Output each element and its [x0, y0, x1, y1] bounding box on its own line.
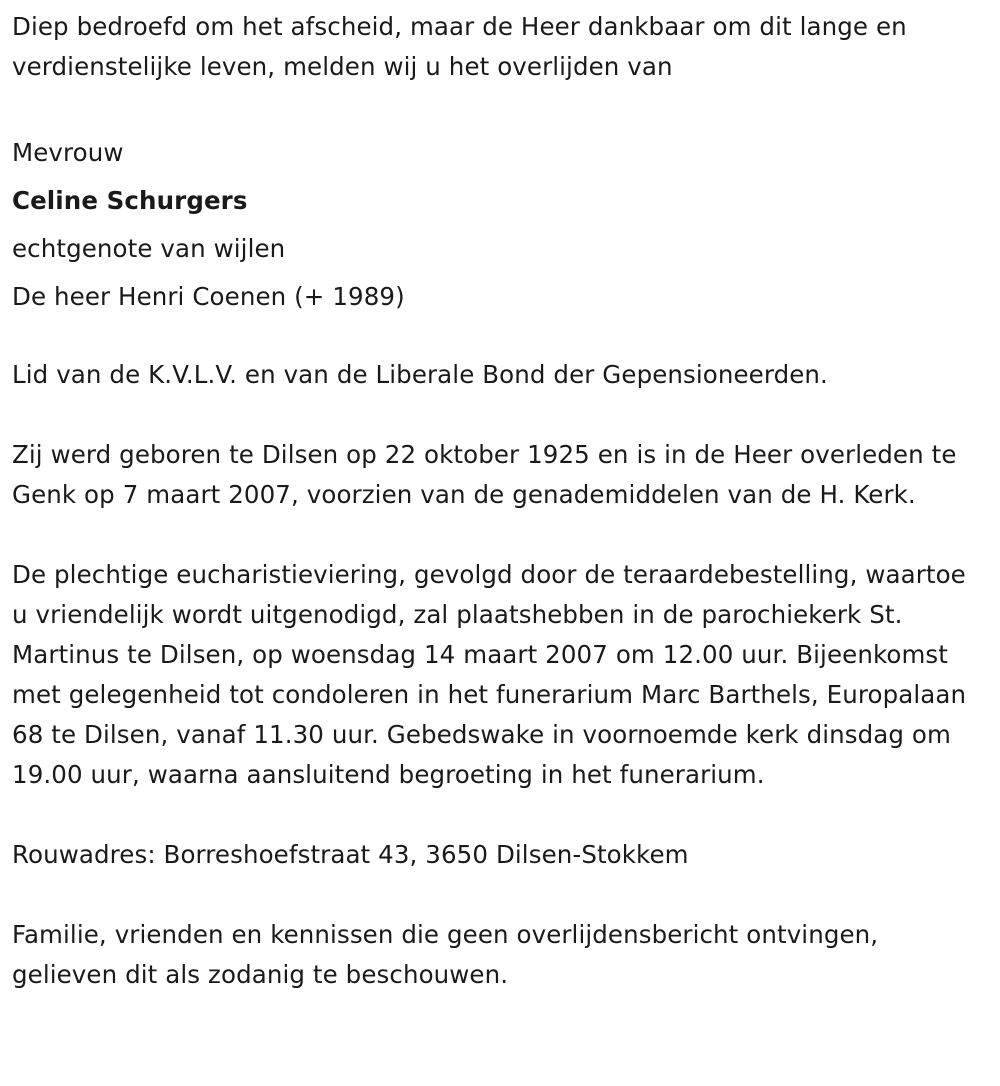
spouse-name: De heer Henri Coenen (+ 1989) [12, 282, 405, 311]
spacer [12, 321, 988, 355]
spacer [12, 395, 988, 435]
spacer [12, 875, 988, 915]
membership-paragraph: Lid van de K.V.L.V. en van de Liberale Bond der Gepensioneerden. [12, 360, 828, 389]
closing-paragraph: Familie, vrienden en kennissen die geen overlijdensbericht ontvingen, gelieven dit als zodanig te beschouwen. [12, 920, 887, 989]
deceased-name: Celine Schurgers [12, 186, 248, 215]
intro-paragraph: Diep bedroefd om het afscheid, maar de Heer dankbaar om dit lange en verdienstelijke leven, melden wij u het overlijden van [12, 12, 915, 81]
relation-text: echtgenote van wijlen [12, 234, 286, 263]
birth-death-paragraph: Zij werd geboren te Dilsen op 22 oktober 1925 en is in de Heer overleden te Genk op 7 maart 2007, voorzien van de genademiddelen van de H. Kerk. [12, 440, 965, 509]
ceremony-paragraph: De plechtige eucharistieviering, gevolgd door de teraardebestelling, waartoe u vriendelijk wordt uitgenodigd, zal plaatshebben in de parochiekerk St. Martinus te Dilsen, op woensdag 14 maart 2007 om 12.00 uur. Bijeenkomst met gelegenheid tot condoleren in het funerarium Marc Barthels, Europalaan 68 te Dilsen, vanaf 11.30 uur. Gebedswake in voornoemde kerk dinsdag om 19.00 uur, waarna aansluitend begroeting in het funerarium. [12, 560, 975, 789]
salutation: Mevrouw [12, 138, 124, 167]
spacer [12, 87, 988, 127]
spacer [12, 515, 988, 555]
spacer [12, 795, 988, 835]
deceased-block [12, 129, 988, 321]
address-paragraph: Rouwadres: Borreshoefstraat 43, 3650 Dilsen-Stokkem [12, 840, 689, 869]
